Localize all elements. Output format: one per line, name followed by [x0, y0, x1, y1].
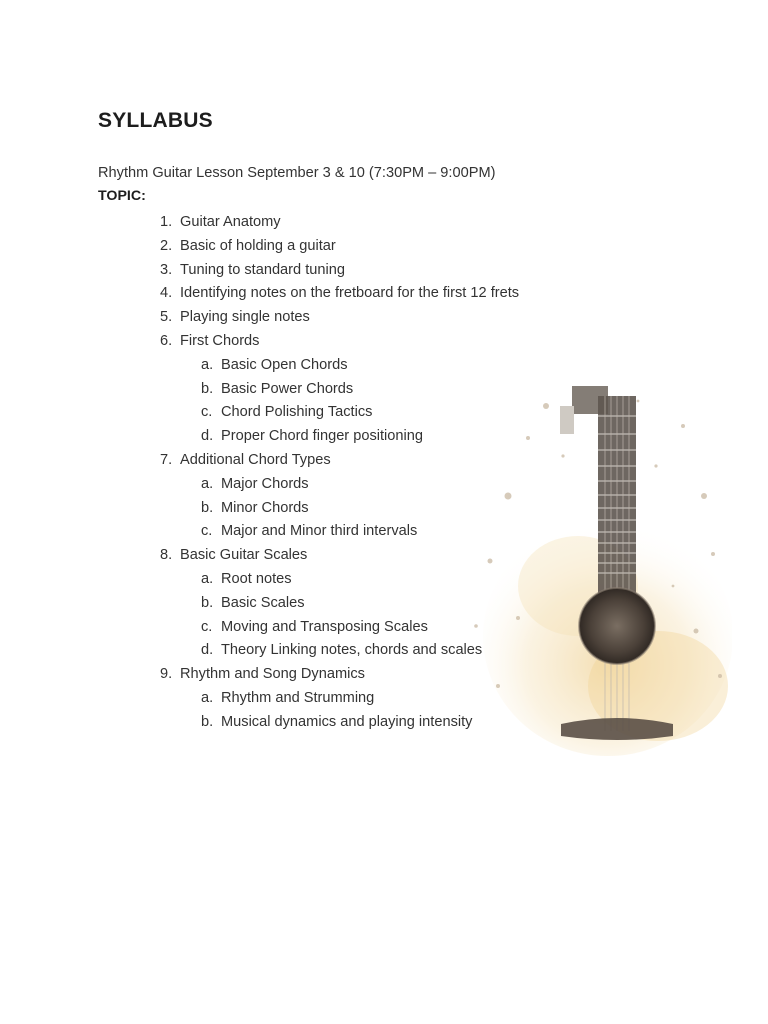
subtopic-item — [201, 427, 423, 445]
list-marker: c. — [201, 523, 213, 540]
list-item-text: Root notes — [221, 571, 292, 587]
list-item-text: Moving and Transposing Scales — [221, 618, 428, 635]
topic-item — [160, 308, 310, 326]
subtopic-item — [201, 618, 428, 636]
list-marker: c. — [201, 404, 213, 421]
list-marker: c. — [201, 618, 213, 635]
topic-item — [160, 451, 331, 469]
list-item-text: Chord Polishing Tactics — [221, 404, 373, 421]
topic-item — [160, 261, 345, 279]
subtopic-item — [201, 713, 472, 731]
topic-item — [160, 237, 336, 255]
topic-label: TOPIC: — [98, 188, 146, 204]
list-marker: b. — [201, 713, 214, 730]
acoustic-guitar-watercolor-icon — [468, 386, 732, 756]
topic-item — [160, 665, 365, 683]
subtopic-item — [201, 499, 309, 517]
lesson-subtitle: Rhythm Guitar Lesson September 3 & 10 (7:30PM – 9:00PM) — [98, 165, 496, 181]
list-item-text: Major Chords — [221, 475, 309, 492]
list-marker: 6. — [160, 333, 173, 349]
list-item-text: Playing single notes — [180, 309, 310, 326]
topic-item — [160, 213, 281, 231]
list-marker: 1. — [160, 214, 173, 230]
subtopic-item — [201, 570, 292, 588]
subtopic-item — [201, 475, 309, 493]
list-marker: b. — [201, 499, 214, 516]
list-item-text: Additional Chord Types — [180, 452, 331, 468]
subtopic-item — [201, 594, 305, 612]
list-marker: 8. — [160, 547, 173, 564]
list-item-text: Rhythm and Song Dynamics — [180, 666, 365, 683]
list-item-text: Basic Power Chords — [221, 380, 354, 397]
list-marker: b. — [201, 380, 214, 397]
list-item-text: Proper Chord finger positioning — [221, 428, 423, 445]
subtopic-item — [201, 403, 372, 421]
subtopic-item — [201, 380, 353, 398]
list-marker: b. — [201, 594, 214, 611]
subtopic-item — [201, 522, 417, 540]
list-item-text: Identifying notes on the fretboard for the first 12 frets — [180, 285, 520, 302]
list-marker: a. — [201, 475, 214, 492]
subtopic-item — [201, 689, 374, 707]
list-item-text: Basic Scales — [221, 594, 305, 611]
list-marker: a. — [201, 571, 214, 587]
list-marker: 7. — [160, 452, 173, 468]
list-item-text: Musical dynamics and playing intensity — [221, 713, 473, 730]
subtopic-item — [201, 641, 482, 659]
page-title: SYLLABUS — [98, 109, 213, 132]
list-marker: 5. — [160, 309, 173, 326]
list-item-text: Minor Chords — [221, 499, 309, 516]
topic-item — [160, 332, 259, 350]
list-marker: 9. — [160, 666, 173, 683]
list-item-text: Basic of holding a guitar — [180, 237, 336, 254]
list-marker: d. — [201, 642, 214, 659]
list-item-text: Major and Minor third intervals — [221, 523, 418, 540]
list-item-text: First Chords — [180, 333, 260, 349]
topic-item — [160, 546, 307, 564]
list-marker: 2. — [160, 237, 173, 254]
list-marker: a. — [201, 690, 214, 706]
list-item-text: Rhythm and Strumming — [221, 690, 375, 706]
list-item-text: Guitar Anatomy — [180, 214, 281, 230]
list-item-text: Basic Open Chords — [221, 356, 348, 373]
list-marker: 3. — [160, 261, 173, 278]
list-item-text: Theory Linking notes, chords and scales — [221, 642, 483, 659]
list-item-text: Basic Guitar Scales — [180, 547, 308, 564]
subtopic-item — [201, 356, 348, 374]
list-marker: 4. — [160, 285, 173, 302]
topic-item — [160, 284, 519, 302]
list-marker: d. — [201, 428, 214, 445]
list-item-text: Tuning to standard tuning — [180, 261, 345, 278]
list-marker: a. — [201, 356, 214, 373]
